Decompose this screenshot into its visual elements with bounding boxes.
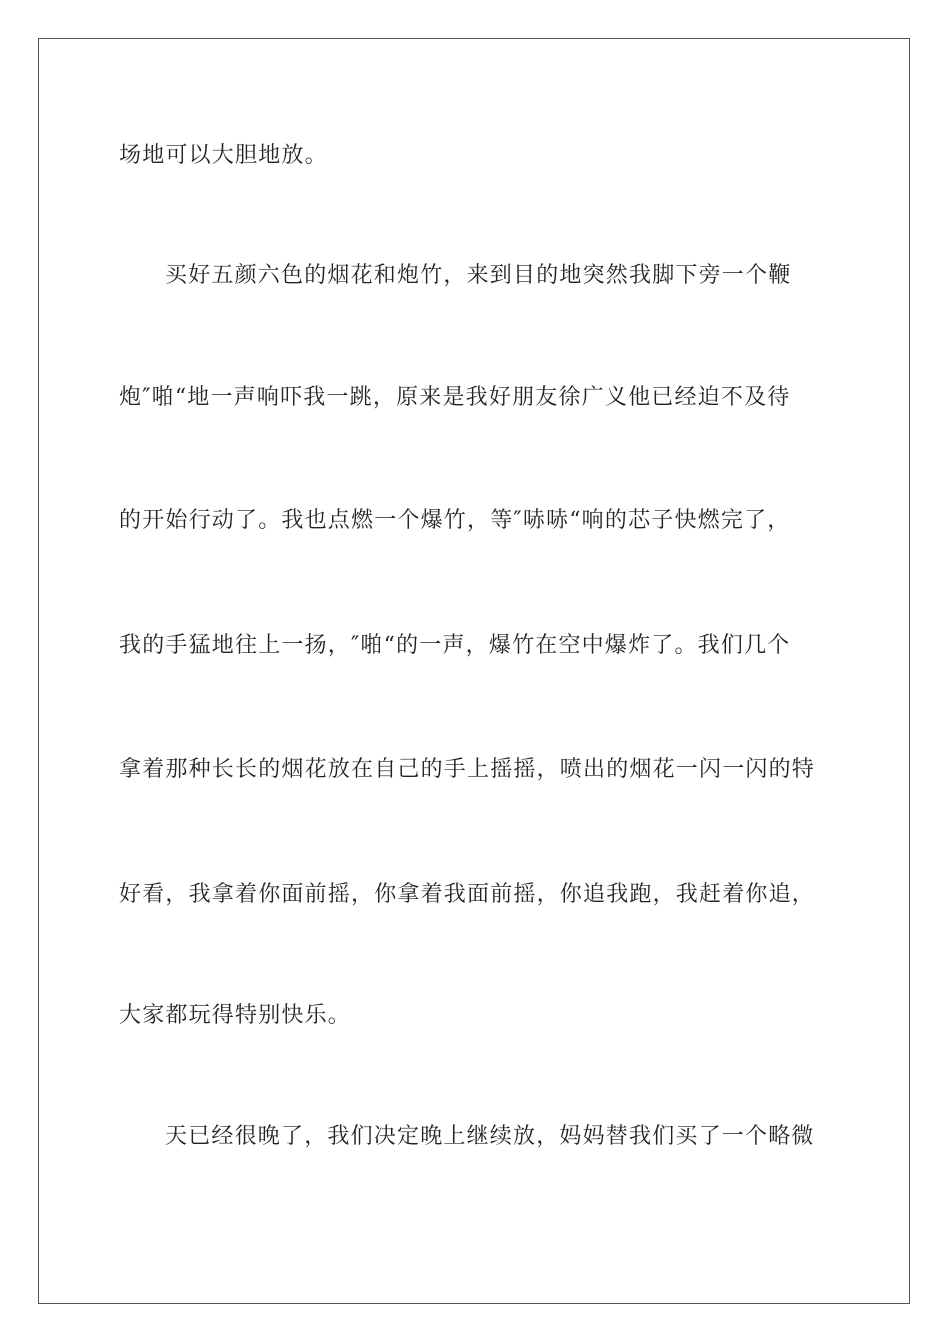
text-line: 的开始行动了。我也点燃一个爆竹，等″哧哧“响的芯子快燃完了， — [119, 508, 791, 533]
text-line: 拿着那种长长的烟花放在自己的手上摇摇，喷出的烟花一闪一闪的特 — [119, 757, 816, 782]
text-line: 我的手猛地往上一扬，″啪“的一声，爆竹在空中爆炸了。我们几个 — [119, 633, 791, 658]
text-line: 炮″啪“地一声响吓我一跳，原来是我好朋友徐广义他已经迫不及待 — [119, 385, 791, 410]
text-line: 场地可以大胆地放。 — [119, 143, 328, 168]
text-line: 好看，我拿着你面前摇，你拿着我面前摇，你追我跑，我赶着你追， — [119, 882, 816, 907]
paragraph-start-line: 天已经很晚了，我们决定晚上继续放，妈妈替我们买了一个略微 — [165, 1124, 815, 1149]
text-line: 大家都玩得特别快乐。 — [119, 1003, 352, 1028]
document-page — [38, 38, 910, 1304]
paragraph-start-line: 买好五颜六色的烟花和炮竹，来到目的地突然我脚下旁一个鞭 — [165, 263, 792, 288]
